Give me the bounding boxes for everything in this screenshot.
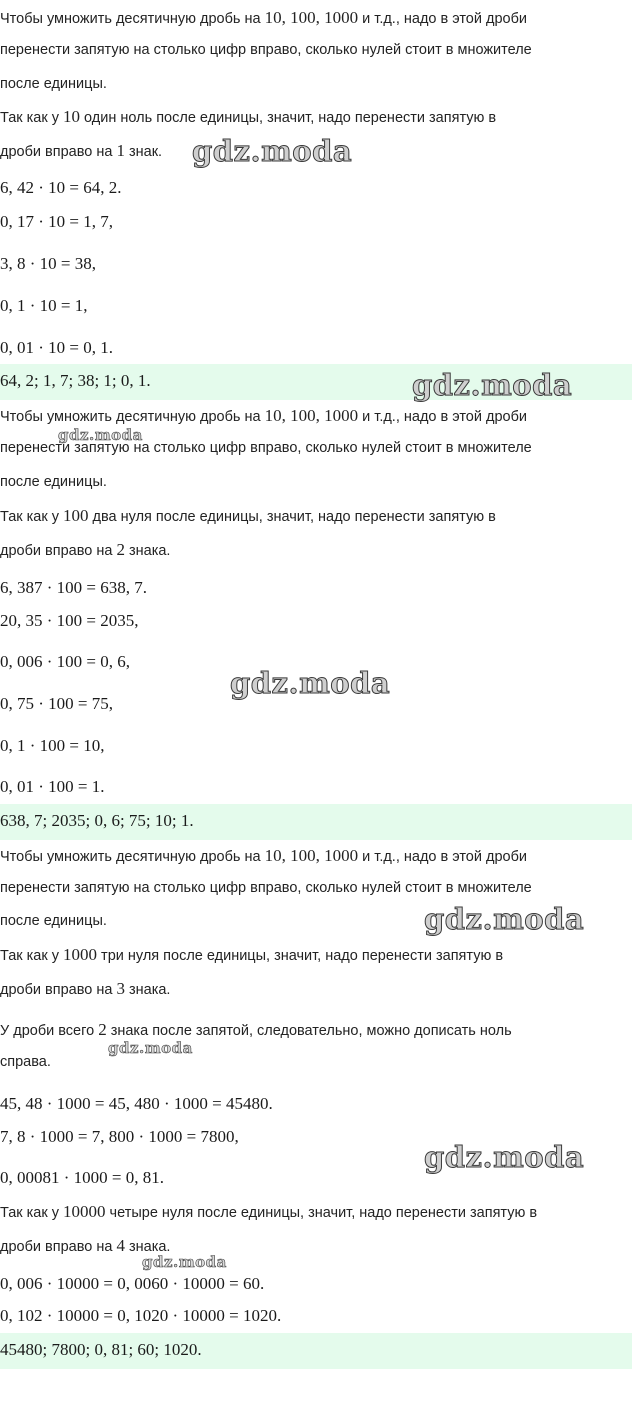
watermark: gdz.moda — [230, 666, 391, 700]
equation: 0, 1 · 100 = 10, — [0, 736, 105, 755]
watermark: gdz.moda — [424, 1140, 585, 1174]
explanation-line: Так как у 10 один ноль после единицы, значит, надо перенести запятую в — [0, 107, 497, 126]
explanation-line: У дроби всего 2 знака после запятой, следовательно, можно дописать ноль — [0, 1020, 512, 1039]
equation: 0, 102 · 10000 = 0, 1020 · 10000 = 1020. — [0, 1306, 282, 1325]
equation: 6, 42 · 10 = 64, 2. — [0, 178, 122, 197]
rule-line: после единицы. — [0, 474, 107, 490]
rule-line: Чтобы умножить десятичную дробь на 10, 100, 1000 и т.д., надо в этой дроби — [0, 846, 527, 865]
equation: 0, 75 · 100 = 75, — [0, 694, 113, 713]
rule-line: перенести запятую на столько цифр вправо, сколько нулей стоит в множителе — [0, 880, 532, 896]
equation: 0, 00081 · 1000 = 0, 81. — [0, 1168, 164, 1187]
answer: 638, 7; 2035; 0, 6; 75; 10; 1. — [0, 811, 194, 830]
watermark: gdz.moda — [424, 902, 585, 936]
watermark: gdz.moda — [108, 1039, 193, 1057]
rule-line: Чтобы умножить десятичную дробь на 10, 100, 1000 и т.д., надо в этой дроби — [0, 8, 527, 27]
explanation-line: Так как у 100 два нуля после единицы, значит, надо перенести запятую в — [0, 506, 496, 525]
explanation-line: Так как у 1000 три нуля после единицы, значит, надо перенести запятую в — [0, 945, 504, 964]
answer: 45480; 7800; 0, 81; 60; 1020. — [0, 1340, 202, 1359]
explanation-line: дроби вправо на 4 знака. — [0, 1236, 171, 1255]
explanation-line: справа. — [0, 1054, 51, 1070]
explanation-line: дроби вправо на 1 знак. — [0, 141, 163, 160]
equation: 0, 01 · 10 = 0, 1. — [0, 338, 113, 357]
equation: 7, 8 · 1000 = 7, 800 · 1000 = 7800, — [0, 1127, 239, 1146]
rule-line: после единицы. — [0, 76, 107, 92]
equation: 0, 1 · 10 = 1, — [0, 296, 88, 315]
watermark: gdz.moda — [58, 426, 143, 444]
equation: 45, 48 · 1000 = 45, 480 · 1000 = 45480. — [0, 1094, 273, 1113]
answer: 64, 2; 1, 7; 38; 1; 0, 1. — [0, 371, 151, 390]
explanation-line: дроби вправо на 3 знака. — [0, 979, 171, 998]
explanation-line: Так как у 10000 четыре нуля после единицы, значит, надо перенести запятую в — [0, 1202, 538, 1221]
watermark: gdz.moda — [412, 368, 573, 402]
equation: 0, 006 · 100 = 0, 6, — [0, 652, 130, 671]
rule-line: Чтобы умножить десятичную дробь на 10, 100, 1000 и т.д., надо в этой дроби — [0, 406, 527, 425]
equation: 0, 006 · 10000 = 0, 0060 · 10000 = 60. — [0, 1274, 265, 1293]
rule-line: перенести запятую на столько цифр вправо, сколько нулей стоит в множителе — [0, 42, 532, 58]
rule-line: после единицы. — [0, 913, 107, 929]
watermark: gdz.moda — [192, 134, 353, 168]
equation: 20, 35 · 100 = 2035, — [0, 611, 139, 630]
equation: 0, 01 · 100 = 1. — [0, 777, 105, 796]
rule-line: перенести запятую на столько цифр вправо, сколько нулей стоит в множителе — [0, 440, 532, 456]
watermark: gdz.moda — [142, 1253, 227, 1271]
explanation-line: дроби вправо на 2 знака. — [0, 540, 171, 559]
equation: 6, 387 · 100 = 638, 7. — [0, 578, 147, 597]
equation: 0, 17 · 10 = 1, 7, — [0, 212, 113, 231]
equation: 3, 8 · 10 = 38, — [0, 254, 96, 273]
